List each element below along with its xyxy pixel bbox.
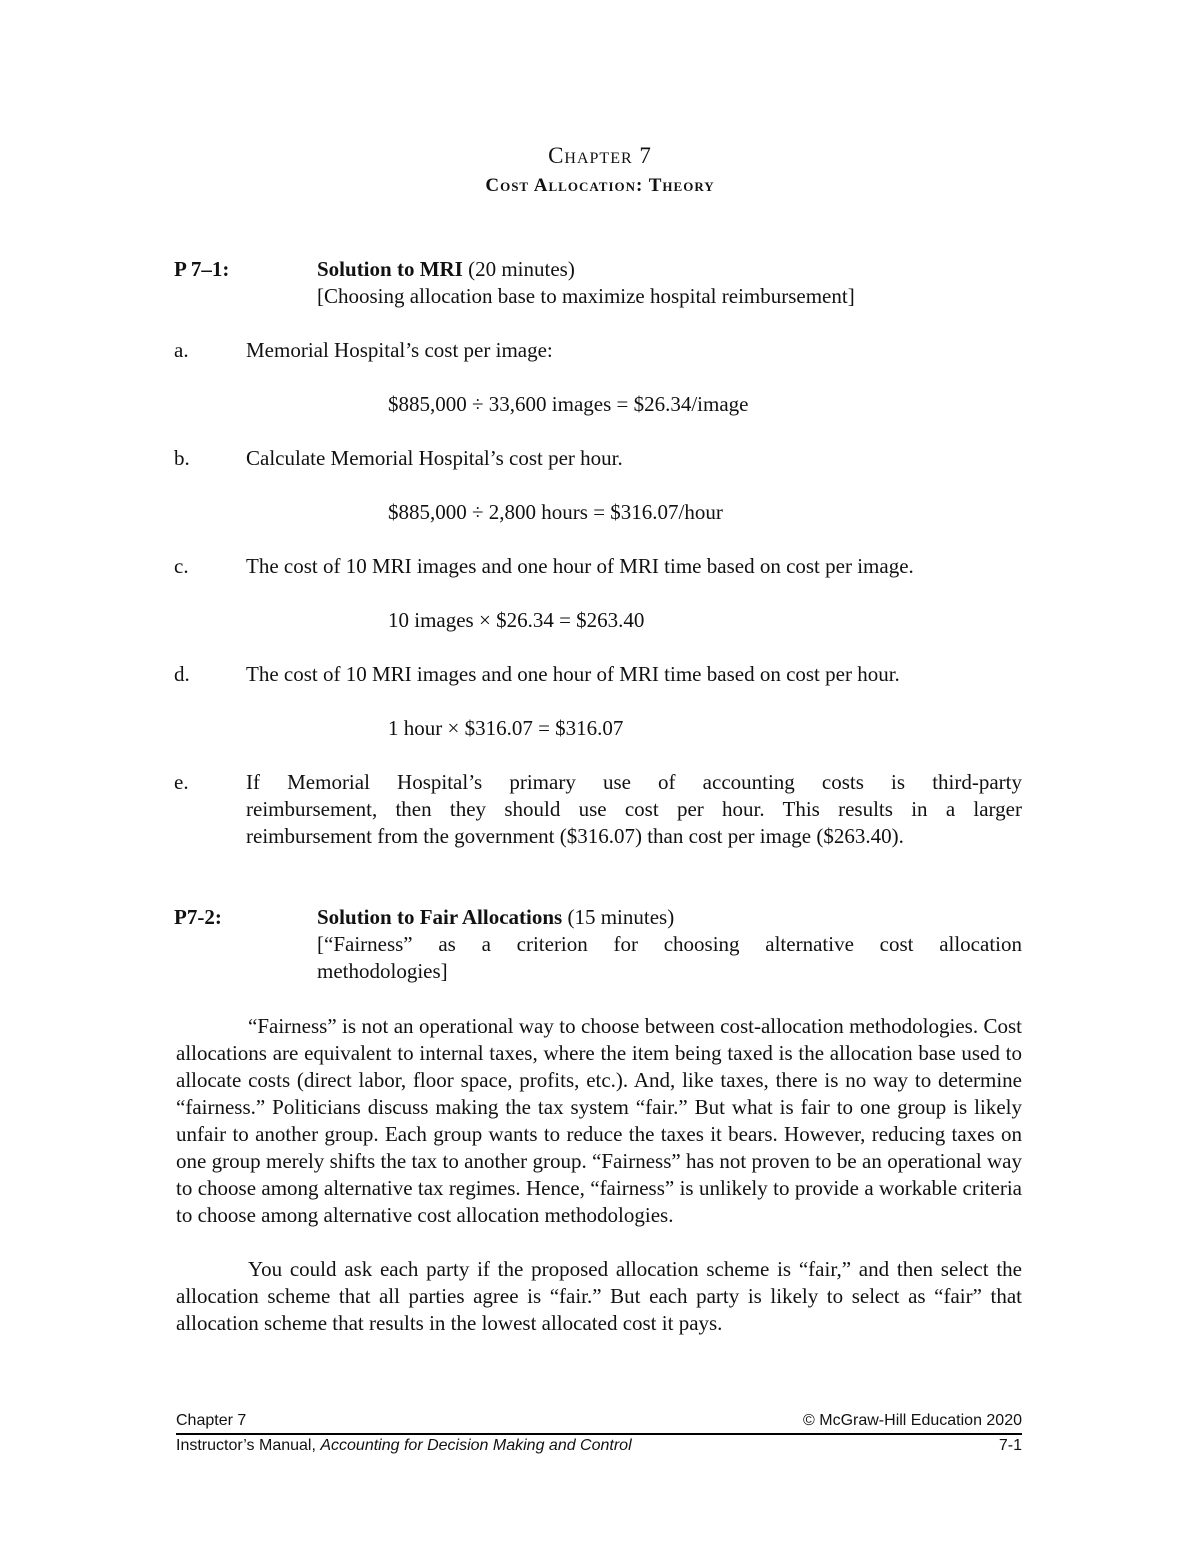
footer-copyright: © McGraw-Hill Education 2020 [803, 1412, 1022, 1429]
calculation: $885,000 ÷ 33,600 images = $26.34/image [388, 392, 749, 416]
item-text: reimbursement, then they should use cost per hour. This results in a larger [246, 797, 1022, 821]
problem-number: P 7–1: [174, 257, 230, 281]
item-text: Calculate Memorial Hospital’s cost per hour. [246, 446, 623, 470]
item-text: reimbursement from the government ($316.07) than cost per image ($263.40). [246, 824, 904, 848]
chapter-subtitle: Cost Allocation: Theory [485, 175, 715, 196]
footer-book-title: Accounting for Decision Making and Control [320, 1437, 632, 1454]
chapter-title: Chapter 7 [548, 143, 652, 168]
item-label: e. [174, 770, 189, 794]
calculation: 10 images × $26.34 = $263.40 [388, 608, 645, 632]
problem-heading [317, 905, 674, 930]
problem-heading [317, 257, 575, 282]
problem-topic: methodologies] [317, 959, 448, 983]
problem-number: P7-2: [174, 905, 222, 929]
item-label: d. [174, 662, 190, 686]
item-text: The cost of 10 MRI images and one hour of MRI time based on cost per image. [246, 554, 914, 578]
paragraph: You could ask each party if the proposed allocation scheme is “fair,” and then select the allocation scheme that all parties agree is “fair.” But each party is likely to select as “fair” that allocation scheme that results in the lowest allocated cost it pays. [176, 1257, 1022, 1335]
problem-title: Solution to Fair Allocations [317, 905, 563, 929]
page-number: 7-1 [998, 1437, 1022, 1454]
item-label: c. [174, 554, 189, 578]
problem-topic: [“Fairness” as a criterion for choosing alternative cost allocation [317, 932, 1022, 956]
item-text: The cost of 10 MRI images and one hour of MRI time based on cost per hour. [246, 662, 900, 686]
problem-time: (20 minutes) [468, 257, 575, 281]
item-label: a. [174, 338, 189, 362]
problem-title: Solution to MRI [317, 257, 463, 281]
footer-manual-prefix: Instructor’s Manual, [176, 1437, 321, 1454]
calculation: 1 hour × $316.07 = $316.07 [388, 716, 624, 740]
item-label: b. [174, 446, 190, 470]
calculation: $885,000 ÷ 2,800 hours = $316.07/hour [388, 500, 723, 524]
discussion-text [176, 1013, 1022, 1337]
footer-chapter: Chapter 7 [176, 1412, 247, 1429]
item-text: If Memorial Hospital’s primary use of accounting costs is third-party [246, 770, 1022, 794]
item-text: Memorial Hospital’s cost per image: [246, 338, 553, 362]
problem-time: (15 minutes) [567, 905, 675, 929]
problem-topic: [Choosing allocation base to maximize hospital reimbursement] [317, 284, 855, 308]
footer-manual [176, 1437, 632, 1455]
footer-divider [176, 1433, 1022, 1435]
paragraph: “Fairness” is not an operational way to choose between cost-allocation methodologies. Cost allocations are equivalent to internal taxes, where the item being taxed is the allocation base used to allocate costs (direct labor, floor space, profits, etc.). And, like taxes, there is no way to determine “fairness.” Politicians discuss making the tax system “fair.” But what is fair to one group is likely unfair to another group. Each group wants to reduce the taxes it bears. However, reducing taxes on one group merely shifts the tax to another group. “Fairness” has not proven to be an operational way to choose among alternative tax regimes. Hence, “fairness” is unlikely to provide a workable criteria to choose among alternative cost allocation methodologies. [176, 1014, 1022, 1227]
